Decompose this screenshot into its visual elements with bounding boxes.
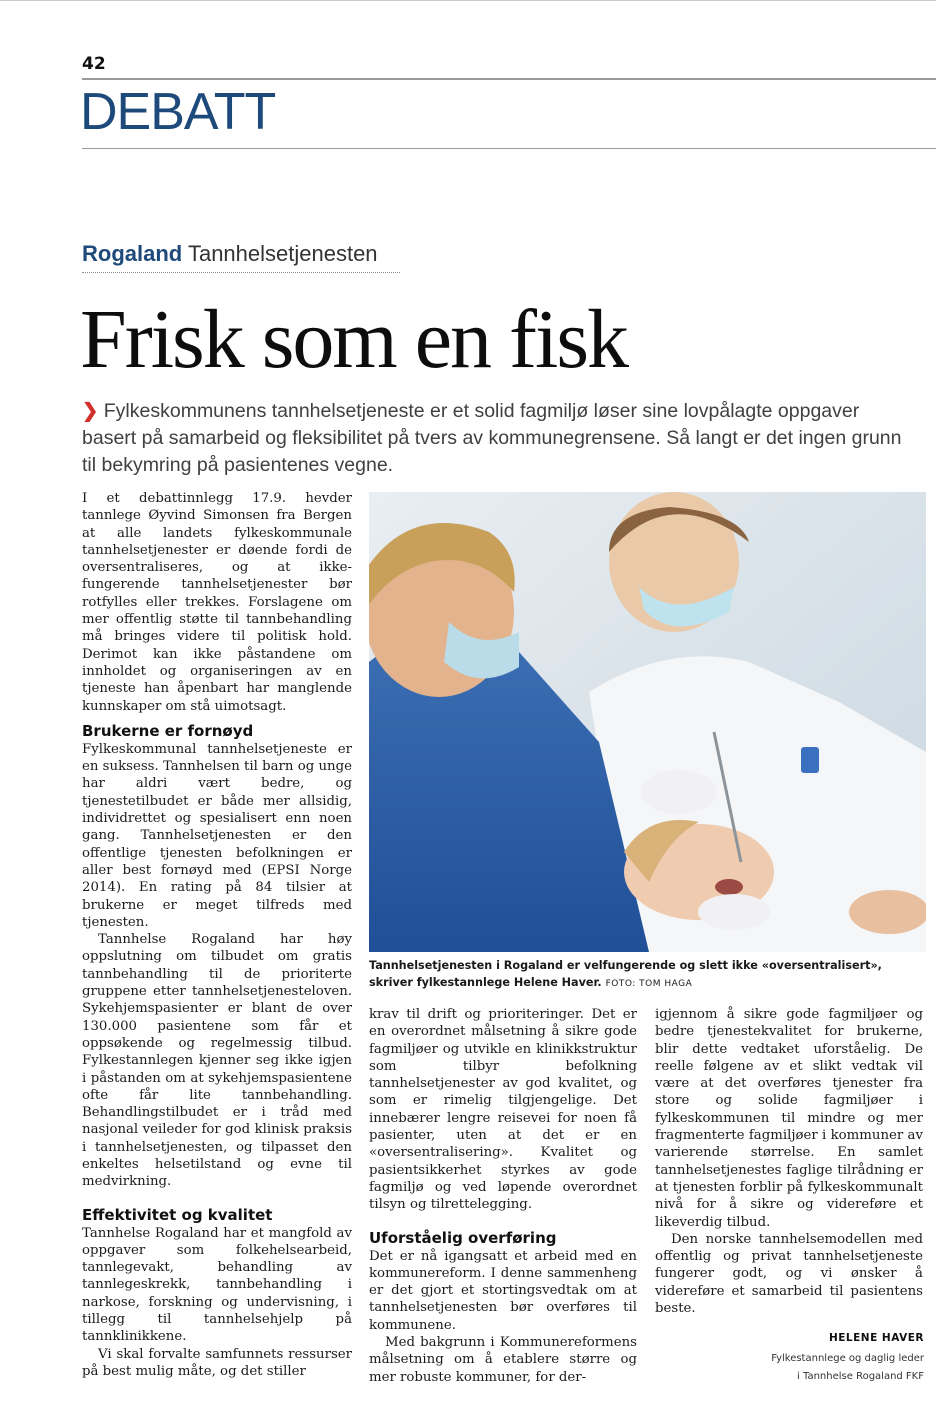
subheading: Uforståelig overføring bbox=[369, 1228, 557, 1247]
kicker-underline bbox=[82, 272, 400, 273]
body-paragraph: Tannhelse Rogaland har et mangfold av oppgaver som folkehelsearbeid, tannlegevakt, behandling av tannlegeskrekk, tannbehandling i narkose, forskning og undervisning, i tillegg til tannhelsehjelp på tannklinikkene. bbox=[82, 1225, 352, 1345]
body-paragraph: Tannhelse Rogaland har høy oppslutning om tilbudet om gratis tannbehandling til de prioriterte gruppene etter tannhelsetjenesteloven. Sykehjemspasienter er blant de over 130.000 pasientene som får et oppsøkende og regelmessig tilbud. Fylkestannlegen kjenner seg ikke igjen i påstanden om at sykehjemspasientene ofte får lite tannbehandling. Behandlingstilbudet er i tråd med nasjonal veileder for god klinisk praksis i tannhelsetjenesten, og tilpasset den enkeltes helsetilstand og evne til medvirkning. bbox=[82, 932, 352, 1190]
header-rule bbox=[82, 78, 936, 80]
author-role-line: Fylkestannlege og daglig leder bbox=[771, 1353, 924, 1364]
article-column-3 bbox=[655, 1006, 923, 1317]
article-photo bbox=[369, 492, 926, 952]
kicker-region: Rogaland bbox=[82, 241, 183, 266]
body-paragraph: igjennom å sikre gode fagmiljøer og bedre tjenestekvalitet for brukerne, blir dette vedtaket uforståelig. De reelle følgene av et slikt vedtak vil være at det overføres tjenester fra store og solide fagmiljøer i fylkeskommunen til mindre og mer fragmenterte fagmiljøer i kommuner av varierende størrelse. En samlet tannhelsetjenestes faglige tilrådning er at tjenesten forblir på fylkeskommunalt nivå for å sikre og videreføre et likeverdig tilbud. bbox=[655, 1007, 923, 1230]
ingress bbox=[82, 398, 912, 479]
article-column-1 bbox=[82, 490, 352, 1380]
kicker bbox=[82, 240, 378, 268]
page-top-border bbox=[0, 0, 936, 1]
dental-photo-illustration bbox=[369, 492, 926, 952]
body-paragraph: Med bakgrunn i Kommunereformens målsetning om å etablere større og mer robuste kommuner, for der- bbox=[369, 1335, 637, 1385]
body-paragraph: krav til drift og prioriteringer. Det er en overordnet målsetning å sikre gode fagmiljøer og utvikle en klinikkstruktur som tilbyr befolkning tannhelsetjenester av god kvalitet, og som er rimelig tilgjengelige. Det innebærer lengre reisevei for noen få pasienter, uten at det er en «oversentralisering». Kvalitet og pasientsikkerhet styrkes av gode fagmiljø og ved løpende overordnet tilsyn og tilrettelegging. bbox=[369, 1007, 637, 1213]
section-title: DEBATT bbox=[80, 83, 276, 141]
author-role-line: i Tannhelse Rogaland FKF bbox=[797, 1371, 924, 1382]
body-paragraph: Den norske tannhelsemodellen med offentlig og privat tannhelsetjeneste fungerer godt, og vi ønsker å videreføre et samarbeid til pasientens beste. bbox=[655, 1231, 923, 1317]
body-paragraph: Det er nå igangsatt et arbeid med en kommunereform. I denne sammenheng er det gjort et stortingsvedtak om at tannhelsetjenesten bør overføres til kommunene. bbox=[369, 1248, 637, 1333]
article-column-2 bbox=[369, 1006, 637, 1386]
photo-credit: FOTO: TOM HAGA bbox=[605, 978, 693, 989]
page-number: 42 bbox=[82, 54, 106, 74]
author-name: HELENE HAVER bbox=[828, 1332, 924, 1344]
logo-badge bbox=[801, 747, 819, 773]
subheading: Effektivitet og kvalitet bbox=[82, 1205, 273, 1224]
photo-caption bbox=[369, 958, 926, 992]
chevron-right-icon: ❯ bbox=[82, 400, 99, 422]
author-role bbox=[771, 1350, 924, 1386]
headline: Frisk som en fisk bbox=[80, 293, 628, 386]
kicker-topic: Tannhelsetjenesten bbox=[187, 241, 378, 266]
ingress-text: Fylkeskommunens tannhelsetjeneste er et solid fagmiljø løser sine lovpålagte oppgaver basert på samarbeid og fleksibilitet på tvers av kommunegrensene. Så langt er det ingen grunn til bekymring på pasientenes vegne. bbox=[82, 400, 902, 476]
caption-text: Tannhelsetjenesten i Rogaland er velfungerende og slett ikke «oversentralisert», skriver fylkestannlege Helene Haver. bbox=[369, 959, 882, 989]
body-paragraph: Fylkeskommunal tannhelsetjeneste er en suksess. Tannhelsen til barn og unge har aldri vært bedre, og tjenestetilbudet er både mer allsidig, individrettet og spesialisert enn noen gang. Tannhelsetjenesten er den offentlige tjenesten befolkningen er aller best fornøyd med (EPSI Norge 2014). En rating på 84 tilsier at brukerne er meget tilfreds med tjenesten. bbox=[82, 741, 352, 930]
subheading: Brukerne er fornøyd bbox=[82, 721, 254, 740]
body-paragraph: Vi skal forvalte samfunnets ressurser på best mulig måte, og det stiller bbox=[82, 1346, 352, 1379]
section-rule bbox=[82, 148, 936, 149]
body-paragraph: I et debattinnlegg 17.9. hevder tannlege Øyvind Simonsen fra Bergen at alle landets fylkeskommunale tannhelsetjenester er døende fordi de oversentraliseres, og at ikke-fungerende tannhelsetjenester bør rotfylles eller trekkes. Forslagene om mer offentlig støtte til tannbehandling må bringes videre til politisk hold. Derimot kan ikke påstandene om innholdet og organiseringen av en tjeneste han åpenbart har manglende kunnskaper om stå uimotsagt. bbox=[82, 491, 352, 714]
